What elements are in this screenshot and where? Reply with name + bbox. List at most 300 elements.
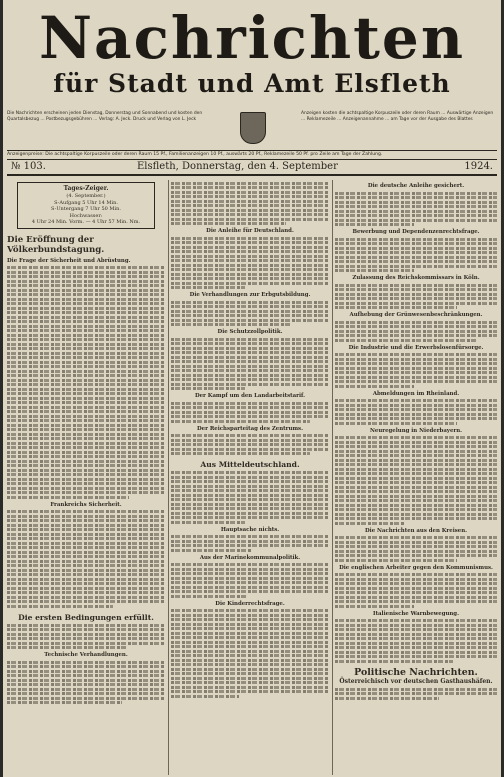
issue-year: 1924. bbox=[464, 161, 493, 172]
text-line bbox=[171, 255, 329, 258]
text-line bbox=[7, 460, 165, 463]
text-line bbox=[335, 517, 497, 520]
text-line bbox=[7, 596, 165, 599]
text-line bbox=[7, 665, 165, 668]
text-line bbox=[171, 415, 329, 418]
text-line bbox=[171, 480, 329, 483]
text-line bbox=[171, 246, 329, 249]
text-line bbox=[171, 314, 329, 317]
section-heading: Bewerbung und Dependenzenrechtsfrage. bbox=[352, 229, 480, 235]
column-rule bbox=[332, 180, 333, 775]
text-line bbox=[335, 256, 497, 259]
text-line bbox=[335, 536, 497, 539]
text-line bbox=[335, 454, 497, 457]
text-line bbox=[7, 573, 165, 576]
text-line bbox=[335, 559, 457, 562]
text-line bbox=[171, 618, 329, 621]
text-line bbox=[171, 568, 329, 571]
article-body bbox=[171, 182, 329, 226]
text-line bbox=[171, 387, 245, 390]
text-line bbox=[7, 469, 165, 472]
article-body bbox=[335, 436, 497, 525]
text-line bbox=[7, 428, 165, 431]
section-heading: Frankreichs Sicherheit. bbox=[50, 501, 122, 508]
text-line bbox=[7, 633, 165, 636]
article-body bbox=[171, 471, 329, 524]
text-line bbox=[7, 379, 165, 382]
text-line bbox=[7, 661, 165, 664]
text-line bbox=[7, 406, 165, 409]
text-line bbox=[171, 420, 310, 423]
text-line bbox=[7, 542, 165, 545]
section-heading: Italienische Warnbewegung. bbox=[373, 610, 459, 617]
text-line bbox=[335, 573, 497, 576]
section-heading: Politische Nachrichten. bbox=[354, 666, 478, 678]
text-line bbox=[7, 392, 165, 395]
text-line bbox=[171, 342, 329, 345]
text-line bbox=[335, 655, 497, 658]
text-line bbox=[335, 591, 497, 594]
text-line bbox=[7, 478, 165, 481]
text-line bbox=[335, 688, 497, 691]
text-line bbox=[7, 401, 165, 404]
text-line bbox=[171, 209, 329, 212]
text-line bbox=[7, 679, 165, 682]
text-line bbox=[171, 471, 329, 474]
text-line bbox=[171, 521, 245, 524]
text-line bbox=[171, 218, 329, 221]
text-line bbox=[335, 247, 497, 250]
text-line bbox=[171, 476, 329, 479]
text-line bbox=[171, 614, 329, 617]
text-line bbox=[171, 503, 329, 506]
text-line bbox=[171, 690, 329, 693]
text-line bbox=[171, 577, 329, 580]
column-rule bbox=[168, 180, 169, 775]
text-line bbox=[171, 191, 329, 194]
text-line bbox=[335, 284, 497, 287]
text-line bbox=[7, 356, 165, 359]
text-line bbox=[335, 260, 497, 263]
text-line bbox=[171, 443, 329, 446]
text-line bbox=[335, 205, 497, 208]
article-body bbox=[335, 284, 497, 310]
text-line bbox=[7, 697, 165, 700]
text-line bbox=[171, 677, 329, 680]
text-line bbox=[7, 605, 113, 608]
text-line bbox=[171, 200, 329, 203]
text-line bbox=[171, 338, 329, 341]
text-line bbox=[171, 264, 329, 267]
section-heading: Aus Mitteldeutschland. bbox=[200, 460, 300, 469]
text-line bbox=[171, 277, 329, 280]
text-line bbox=[335, 550, 497, 553]
text-line bbox=[335, 486, 497, 489]
text-line bbox=[171, 369, 329, 372]
text-line bbox=[335, 242, 497, 245]
text-line bbox=[171, 632, 329, 635]
text-line bbox=[171, 695, 239, 698]
text-line bbox=[335, 637, 497, 640]
text-line bbox=[335, 481, 497, 484]
text-line bbox=[335, 646, 497, 649]
article-body bbox=[171, 535, 329, 552]
text-line bbox=[7, 692, 165, 695]
text-line bbox=[335, 413, 497, 416]
text-line bbox=[171, 659, 329, 662]
text-line bbox=[7, 496, 129, 499]
article-body bbox=[335, 238, 497, 273]
text-line bbox=[335, 219, 497, 222]
text-line bbox=[171, 494, 329, 497]
text-line bbox=[7, 482, 165, 485]
text-line bbox=[7, 564, 165, 567]
text-line bbox=[335, 554, 497, 557]
text-line bbox=[171, 686, 329, 689]
text-line bbox=[7, 266, 165, 269]
article-body bbox=[335, 321, 497, 342]
text-line bbox=[171, 282, 329, 285]
text-line bbox=[7, 397, 165, 400]
text-line bbox=[335, 404, 497, 407]
article-body bbox=[335, 619, 497, 663]
publication-info: Die Nachrichten erscheinen jeden Dienstag, Donnerstag und Sonnabend und kosten den Quartalsbezug ... Postbezugsgebühren ... Verlag: A. Jeck. Druck und Verlag von L. Jeck bbox=[7, 111, 203, 122]
text-line bbox=[171, 439, 329, 442]
text-line bbox=[171, 186, 329, 189]
text-line bbox=[7, 275, 165, 278]
section-heading: Die Schutzzollpolitik. bbox=[217, 329, 283, 335]
text-line bbox=[335, 605, 414, 608]
text-line bbox=[171, 627, 329, 630]
article-body bbox=[171, 301, 329, 327]
article-body bbox=[335, 192, 497, 227]
box-line: S-Untergang 7 Uhr 50 Min. bbox=[51, 206, 121, 213]
article-body bbox=[7, 661, 165, 705]
article-body bbox=[335, 688, 497, 700]
section-heading: Abmeldungen im Rheinland. bbox=[372, 390, 460, 397]
text-line bbox=[335, 463, 497, 466]
text-line bbox=[335, 472, 497, 475]
text-line bbox=[335, 288, 497, 291]
article-body bbox=[7, 624, 165, 650]
text-line bbox=[335, 399, 497, 402]
text-line bbox=[171, 286, 245, 289]
article-body bbox=[335, 536, 497, 562]
text-line bbox=[7, 311, 165, 314]
text-line bbox=[171, 489, 329, 492]
text-line bbox=[171, 434, 329, 437]
article-body bbox=[335, 573, 497, 608]
text-line bbox=[7, 537, 165, 540]
text-line bbox=[335, 380, 497, 383]
coat-of-arms-icon bbox=[240, 112, 266, 144]
text-line bbox=[171, 259, 329, 262]
text-line bbox=[335, 600, 497, 603]
text-line bbox=[335, 196, 497, 199]
section-heading: Die ersten Bedingungen erfüllt. bbox=[18, 612, 154, 622]
text-line bbox=[171, 572, 329, 575]
text-line bbox=[7, 410, 165, 413]
text-line bbox=[335, 214, 497, 217]
text-line bbox=[171, 301, 329, 304]
text-line bbox=[335, 541, 497, 544]
text-line bbox=[171, 365, 329, 368]
text-line bbox=[7, 289, 165, 292]
text-line bbox=[171, 182, 329, 185]
text-line bbox=[335, 578, 497, 581]
subscription-info bbox=[7, 111, 497, 151]
text-line bbox=[335, 459, 497, 462]
section-heading: Die englischen Arbeiter gegen den Kommunismus. bbox=[339, 564, 493, 571]
text-line bbox=[171, 586, 329, 589]
text-line bbox=[335, 210, 497, 213]
text-line bbox=[171, 452, 310, 455]
text-line bbox=[171, 273, 329, 276]
box-title: Tages-Zeiger. bbox=[63, 185, 109, 192]
text-line bbox=[7, 510, 165, 513]
text-line bbox=[7, 334, 165, 337]
column-3 bbox=[335, 180, 497, 775]
text-line bbox=[335, 325, 497, 328]
text-line bbox=[171, 250, 329, 253]
text-line bbox=[335, 376, 497, 379]
article-body bbox=[7, 510, 165, 608]
text-line bbox=[7, 670, 165, 673]
text-line bbox=[7, 546, 165, 549]
text-line bbox=[7, 637, 165, 640]
text-line bbox=[335, 371, 497, 374]
column-2 bbox=[171, 180, 329, 775]
text-line bbox=[335, 628, 497, 631]
text-line bbox=[335, 297, 497, 300]
text-line bbox=[171, 448, 329, 451]
column-1 bbox=[7, 180, 165, 775]
article-body bbox=[171, 402, 329, 423]
section-heading: Die Industrie und die Erwerbslosenfürsorge. bbox=[348, 344, 484, 351]
text-line bbox=[335, 445, 497, 448]
text-line bbox=[335, 624, 497, 627]
issue-number: № 103. bbox=[11, 161, 46, 172]
text-line bbox=[7, 528, 165, 531]
section-heading: Neuregelung in Niederbayern. bbox=[369, 427, 463, 434]
section-heading: Technische Verhandlungen. bbox=[44, 652, 128, 659]
text-line bbox=[335, 269, 414, 272]
text-line bbox=[171, 672, 329, 675]
newspaper-title: Nachrichten bbox=[38, 4, 466, 72]
section-heading: Die Kinderrechtsfrage. bbox=[215, 600, 285, 607]
article-body bbox=[171, 237, 329, 290]
text-line bbox=[7, 280, 165, 283]
box-line: 4 Uhr 24 Min. Vorm. — 4 Uhr 57 Min. Nm. bbox=[31, 219, 141, 226]
text-line bbox=[335, 642, 497, 645]
section-heading: Aufhebung der Grünwesenbeschränkungen. bbox=[349, 312, 483, 318]
text-line bbox=[7, 433, 165, 436]
article-headline: Die Eröffnung der Völkerbundstagung. bbox=[7, 234, 105, 255]
text-line bbox=[171, 319, 329, 322]
text-line bbox=[7, 347, 165, 350]
text-line bbox=[335, 408, 497, 411]
text-line bbox=[7, 455, 165, 458]
text-line bbox=[335, 302, 497, 305]
text-line bbox=[7, 701, 122, 704]
text-line bbox=[335, 522, 405, 525]
text-line bbox=[335, 596, 497, 599]
text-line bbox=[335, 330, 497, 333]
text-line bbox=[335, 385, 414, 388]
text-line bbox=[335, 619, 497, 622]
text-line bbox=[335, 697, 439, 700]
box-line: S-Aufgang 5 Uhr 14 Min. bbox=[54, 199, 118, 206]
text-line bbox=[335, 321, 497, 324]
text-line bbox=[7, 578, 165, 581]
text-line bbox=[335, 417, 497, 420]
text-line bbox=[7, 491, 165, 494]
article-body bbox=[171, 609, 329, 698]
text-line bbox=[335, 358, 497, 361]
text-line bbox=[7, 361, 165, 364]
text-line bbox=[7, 284, 165, 287]
text-line bbox=[171, 668, 329, 671]
text-line bbox=[171, 681, 329, 684]
text-line bbox=[171, 650, 329, 653]
text-line bbox=[7, 624, 165, 627]
text-line bbox=[335, 223, 414, 226]
text-line bbox=[335, 251, 497, 254]
article-subheadline: Die Frage der Sicherheit und Abrüstung. bbox=[7, 257, 131, 264]
text-line bbox=[7, 515, 165, 518]
article-body bbox=[335, 399, 497, 425]
text-line bbox=[171, 516, 329, 519]
text-line bbox=[7, 560, 165, 563]
section-heading: Der Kampf um den Landarbeitstarif. bbox=[194, 393, 306, 399]
section-heading: Aus der Marinekommunalpolitik. bbox=[199, 554, 301, 561]
text-line bbox=[7, 473, 165, 476]
text-line bbox=[7, 302, 165, 305]
text-line bbox=[171, 645, 329, 648]
text-line bbox=[171, 663, 329, 666]
text-line bbox=[171, 305, 329, 308]
text-line bbox=[7, 533, 165, 536]
text-line bbox=[7, 688, 165, 691]
text-line bbox=[7, 415, 165, 418]
text-line bbox=[7, 674, 165, 677]
text-line bbox=[7, 370, 165, 373]
text-line bbox=[7, 338, 165, 341]
text-line bbox=[7, 600, 165, 603]
text-line bbox=[171, 609, 329, 612]
text-line bbox=[7, 298, 165, 301]
article-body bbox=[171, 434, 329, 455]
text-line bbox=[335, 495, 497, 498]
newspaper-page bbox=[3, 0, 501, 777]
text-line bbox=[171, 383, 329, 386]
issue-place-date: Elsfleth, Donnerstag, den 4. September bbox=[137, 161, 338, 172]
text-line bbox=[335, 238, 497, 241]
text-line bbox=[335, 587, 497, 590]
text-line bbox=[171, 310, 329, 313]
text-line bbox=[171, 241, 329, 244]
section-heading: Die Anleihe für Deutschland. bbox=[206, 228, 294, 234]
text-line bbox=[7, 320, 165, 323]
text-line bbox=[171, 360, 329, 363]
text-line bbox=[7, 419, 165, 422]
text-line bbox=[171, 549, 252, 552]
section-heading: Der Reichsparteitag des Zentrums. bbox=[197, 425, 303, 432]
section-heading: Die Verhandlungen zur Erbgutsbildung. bbox=[189, 292, 311, 298]
newspaper-subtitle: für Stadt und Amt Elsfleth bbox=[53, 69, 451, 98]
text-line bbox=[7, 325, 165, 328]
text-line bbox=[7, 451, 165, 454]
text-line bbox=[335, 477, 497, 480]
text-line bbox=[335, 582, 497, 585]
text-line bbox=[7, 646, 126, 649]
box-line: Hochwasser: bbox=[69, 212, 103, 219]
text-line bbox=[335, 339, 478, 342]
text-line bbox=[171, 595, 248, 598]
text-line bbox=[7, 569, 165, 572]
text-line bbox=[171, 406, 329, 409]
text-line bbox=[335, 499, 497, 502]
text-line bbox=[335, 513, 497, 516]
text-line bbox=[171, 378, 329, 381]
text-line bbox=[7, 642, 165, 645]
text-line bbox=[7, 524, 165, 527]
text-line bbox=[7, 374, 165, 377]
text-line bbox=[335, 651, 497, 654]
text-line bbox=[171, 641, 329, 644]
text-line bbox=[7, 683, 165, 686]
text-line bbox=[335, 367, 497, 370]
text-line bbox=[171, 535, 329, 538]
text-line bbox=[335, 490, 497, 493]
text-line bbox=[7, 628, 165, 631]
text-line bbox=[171, 498, 329, 501]
text-line bbox=[335, 265, 497, 268]
text-line bbox=[7, 551, 165, 554]
text-line bbox=[335, 422, 457, 425]
text-line bbox=[171, 540, 329, 543]
text-line bbox=[171, 507, 329, 510]
article-body bbox=[171, 563, 329, 598]
text-line bbox=[335, 660, 453, 663]
text-line bbox=[7, 343, 165, 346]
text-line bbox=[171, 563, 329, 566]
text-line bbox=[171, 222, 286, 225]
text-line bbox=[7, 316, 165, 319]
text-line bbox=[335, 362, 497, 365]
advertising-info: Anzeigen kosten die achtspaltige Korpuszeile oder deren Raum ... Auswärtige Anzeigen ... Reklamezeile ... Anzeigenannahme ... am Tage vor der Ausgabe des Blattes bbox=[301, 111, 494, 122]
text-line bbox=[335, 353, 497, 356]
text-line bbox=[335, 201, 497, 204]
text-line bbox=[7, 442, 165, 445]
text-line bbox=[171, 213, 329, 216]
text-line bbox=[335, 692, 497, 695]
text-line bbox=[171, 351, 329, 354]
text-line bbox=[335, 306, 457, 309]
tages-zeiger-box bbox=[17, 182, 155, 229]
ad-price-line: Anzeigenpreise: Die achtspaltige Korpuszeile oder deren Raum 15 Pf., Familienanzeigen 10 Pf., auswärts 20 Pf., Reklamezeile 50 Pf. pro Zeile am Tage der Zahlung. bbox=[7, 150, 497, 160]
article-body bbox=[171, 338, 329, 391]
text-line bbox=[7, 582, 165, 585]
text-line bbox=[171, 654, 329, 657]
box-line: (4. September.) bbox=[66, 193, 106, 199]
text-line bbox=[171, 636, 329, 639]
text-line bbox=[7, 464, 165, 467]
text-line bbox=[171, 402, 329, 405]
article-body bbox=[7, 266, 165, 499]
text-line bbox=[335, 504, 497, 507]
text-line bbox=[171, 347, 329, 350]
